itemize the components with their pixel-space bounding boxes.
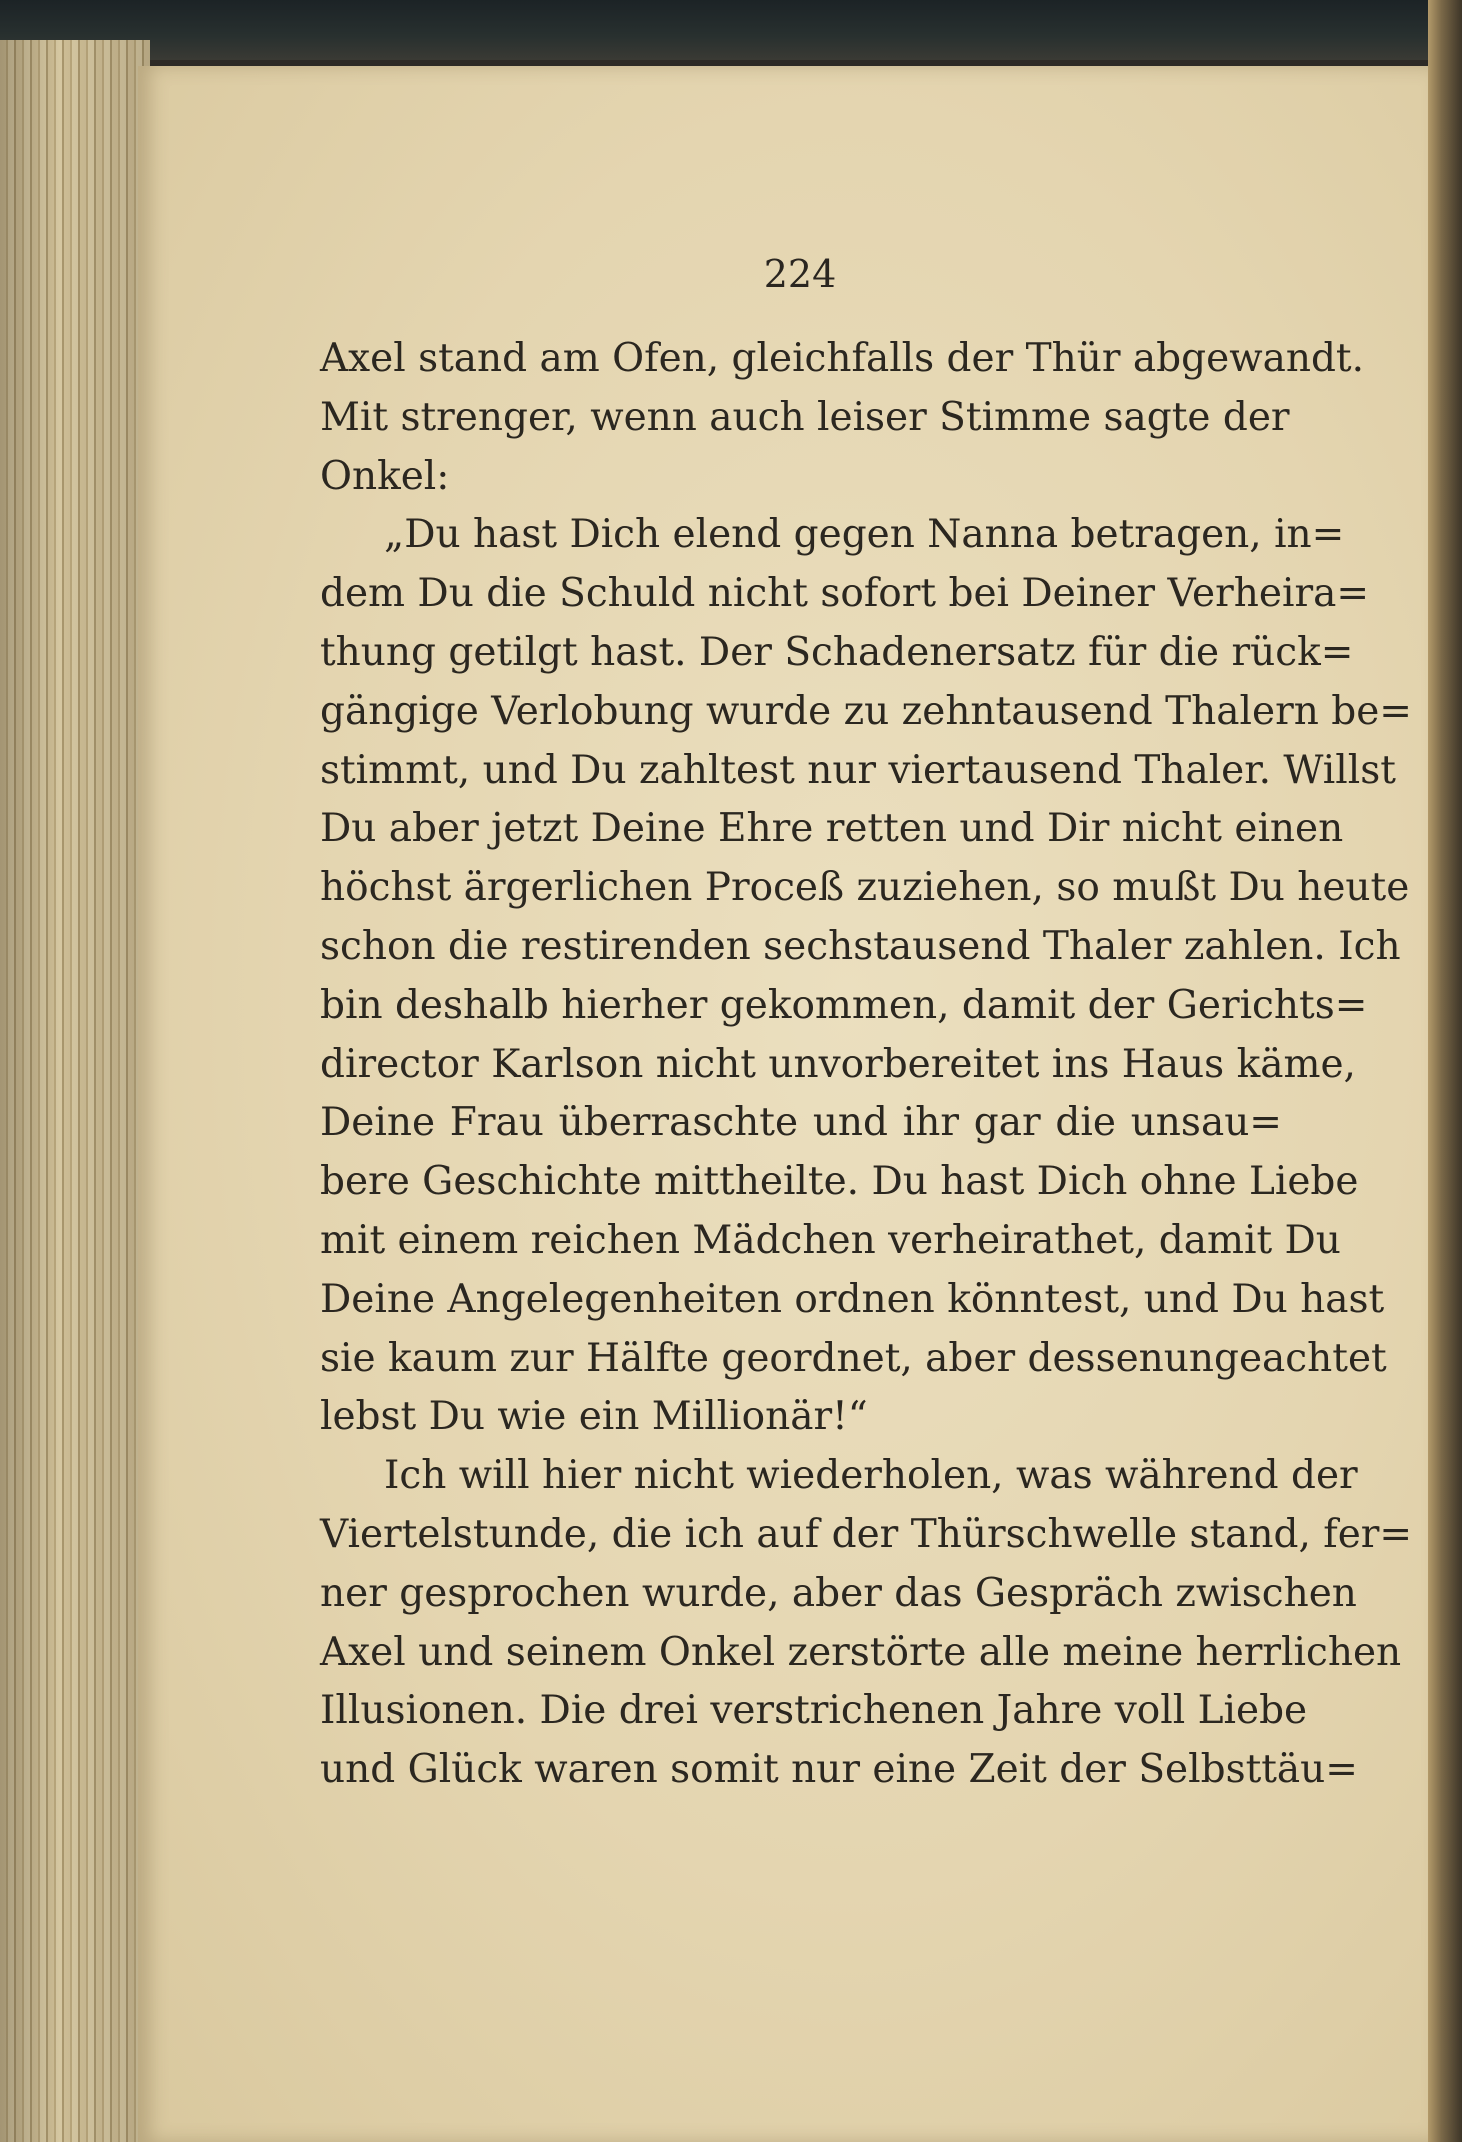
text-line: lebst Du wie ein Millionär!“ — [320, 1394, 868, 1440]
text-line: sie kaum zur Hälfte geordnet, aber dessenungeachtet — [320, 1335, 1387, 1381]
book-binding-edge — [1428, 0, 1462, 2142]
text-line: Mit strenger, wenn auch leiser Stimme sagte der — [320, 394, 1290, 440]
text-line: Ich will hier nicht wiederholen, was während der — [384, 1453, 1358, 1499]
text-line: director Karlson nicht unvorbereitet ins Haus käme, — [320, 1041, 1356, 1087]
text-line: Illusionen. Die drei verstrichenen Jahre voll Liebe — [320, 1688, 1308, 1734]
text-line: „Du hast Dich elend gegen Nanna betragen, in= — [384, 512, 1345, 558]
text-line: Viertelstunde, die ich auf der Thürschwelle stand, fer= — [320, 1511, 1413, 1557]
text-line: ner gesprochen wurde, aber das Gespräch zwischen — [320, 1570, 1357, 1616]
text-line: Axel und seinem Onkel zerstörte alle meine herrlichen — [320, 1629, 1402, 1675]
text-line: höchst ärgerlichen Proceß zuziehen, so mußt Du heute — [320, 865, 1410, 911]
text-line: bere Geschichte mittheilte. Du hast Dich ohne Liebe — [320, 1159, 1359, 1205]
text-line: gängige Verlobung wurde zu zehntausend Thalern be= — [320, 688, 1412, 734]
page-number: 224 — [763, 252, 837, 296]
text-line: thung getilgt hast. Der Schadenersatz für die rück= — [320, 629, 1354, 675]
text-line: Deine Frau überraschte und ihr gar die unsau= — [320, 1100, 1282, 1146]
text-line: bin deshalb hierher gekommen, damit der Gerichts= — [320, 982, 1368, 1028]
text-line: Axel stand am Ofen, gleichfalls der Thür abgewandt. — [320, 336, 1364, 381]
text-line: Onkel: — [320, 453, 450, 499]
body-text — [320, 330, 1413, 1800]
page-stack-shadow — [0, 40, 150, 2142]
text-line: und Glück waren somit nur eine Zeit der Selbsttäu= — [320, 1747, 1358, 1793]
text-line: dem Du die Schuld nicht sofort bei Deiner Verheira= — [320, 571, 1370, 617]
text-line: stimmt, und Du zahltest nur viertausend Thaler. Willst — [320, 747, 1396, 793]
text-line: Deine Angelegenheiten ordnen könntest, und Du hast — [320, 1276, 1385, 1322]
text-line: Du aber jetzt Deine Ehre retten und Dir nicht einen — [320, 806, 1344, 852]
book-top-edge — [0, 0, 1462, 60]
text-line: schon die restirenden sechstausend Thaler zahlen. Ich — [320, 923, 1401, 969]
text-line: mit einem reichen Mädchen verheirathet, damit Du — [320, 1217, 1341, 1263]
